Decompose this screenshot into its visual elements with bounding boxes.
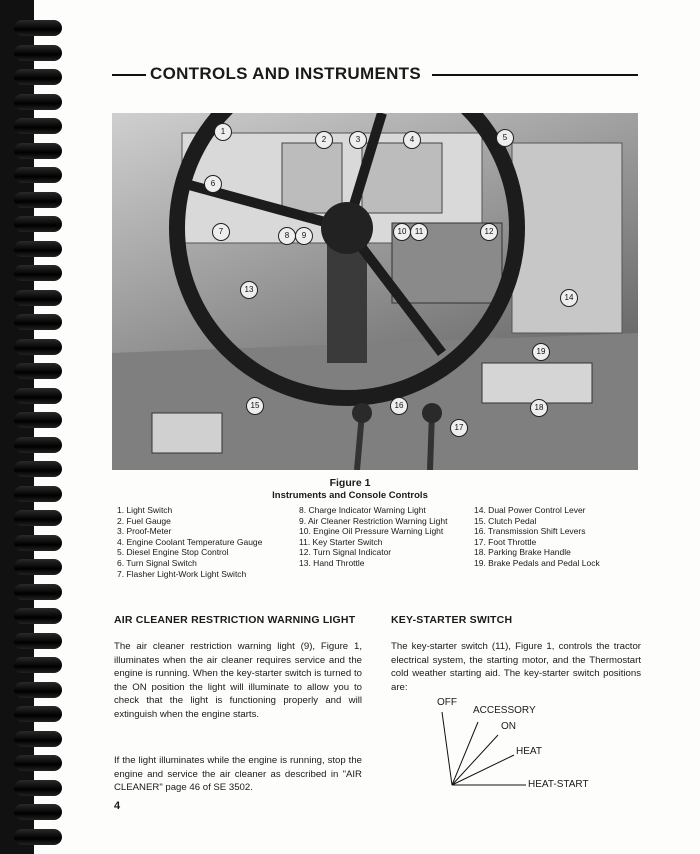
binding-ring	[14, 143, 62, 159]
key-starter-paragraph: The key-starter switch (11), Figure 1, controls the tractor electrical system, the starting motor, and the Thermostart cold weather starting aid. The key-starter switch positions are:	[391, 641, 641, 693]
binding-ring	[14, 314, 62, 330]
legend-column-1	[117, 505, 262, 579]
position-off-label: OFF	[437, 697, 457, 708]
binding-ring	[14, 633, 62, 649]
callout-8: 8	[278, 227, 296, 245]
binding-ring	[14, 437, 62, 453]
binding-ring	[14, 780, 62, 796]
binding-ring	[14, 69, 62, 85]
legend-item: 19. Brake Pedals and Pedal Lock	[474, 557, 600, 568]
legend-item: 17. Foot Throttle	[474, 536, 537, 547]
binding-ring	[14, 731, 62, 747]
callout-7: 7	[212, 223, 230, 241]
air-cleaner-paragraph-1: The air cleaner restriction warning light (9), Figure 1, illuminates when the air cleaner requires service and the engine is running. When the key-starter switch is turned to the ON position the light will illuminate to allow you to check that the light is functioning properly and will extinguish when the engine starts.	[114, 641, 362, 720]
legend-item: 14. Dual Power Control Lever	[474, 505, 586, 515]
legend-item: 18. Parking Brake Handle	[474, 547, 571, 558]
legend-item: 7. Flasher Light-Work Light Switch	[117, 568, 247, 579]
binding-ring	[14, 20, 62, 36]
binding-ring	[14, 706, 62, 722]
callout-19: 19	[532, 343, 550, 361]
binding-ring	[14, 45, 62, 61]
binding-ring	[14, 241, 62, 257]
callout-4: 4	[403, 131, 421, 149]
binding-ring	[14, 535, 62, 551]
legend-item: 13. Hand Throttle	[299, 557, 365, 568]
binding-ring	[14, 388, 62, 404]
legend-column-3	[474, 505, 600, 569]
callout-16: 16	[390, 397, 408, 415]
position-heat-start-label: HEAT-START	[528, 779, 589, 790]
binding-ring	[14, 118, 62, 134]
binding-ring	[14, 510, 62, 526]
legend-item: 10. Engine Oil Pressure Warning Light	[299, 526, 444, 537]
binding-ring	[14, 192, 62, 208]
binding-ring	[14, 290, 62, 306]
binding-ring	[14, 412, 62, 428]
callout-6: 6	[204, 175, 222, 193]
callout-15: 15	[246, 397, 264, 415]
legend-item: 2. Fuel Gauge	[117, 515, 171, 526]
binding-ring	[14, 339, 62, 355]
binding-ring	[14, 363, 62, 379]
air-cleaner-title: AIR CLEANER RESTRICTION WARNING LIGHT	[114, 614, 356, 626]
legend-item: 16. Transmission Shift Levers	[474, 526, 586, 537]
callout-2: 2	[315, 131, 333, 149]
position-heat-label: HEAT	[516, 746, 542, 757]
callout-12: 12	[480, 223, 498, 241]
binding-ring	[14, 265, 62, 281]
callout-11: 11	[410, 223, 428, 241]
binding-ring	[14, 94, 62, 110]
callout-10: 10	[393, 223, 411, 241]
key-starter-title: KEY-STARTER SWITCH	[391, 614, 513, 626]
air-cleaner-paragraph-2: If the light illuminates while the engine is running, stop the engine and service the air cleaner as described in "AIR CLEANER" page 46 of SE 3502.	[114, 755, 362, 794]
legend-item: 4. Engine Coolant Temperature Gauge	[117, 536, 263, 547]
binding-ring	[14, 559, 62, 575]
binding-ring	[14, 755, 62, 771]
legend-item: 8. Charge Indicator Warning Light	[299, 505, 426, 515]
legend-item: 1. Light Switch	[117, 505, 173, 515]
legend-item: 11. Key Starter Switch	[299, 536, 383, 547]
callout-14: 14	[560, 289, 578, 307]
figure-title: Figure 1	[329, 477, 371, 489]
binding-ring	[14, 657, 62, 673]
legend-item: 9. Air Cleaner Restriction Warning Light	[299, 515, 448, 526]
binding-ring	[14, 167, 62, 183]
callout-13: 13	[240, 281, 258, 299]
heading-rule-right	[432, 74, 638, 76]
legend-column-2	[299, 505, 448, 569]
position-on-label: ON	[501, 721, 516, 732]
legend-item: 3. Proof-Meter	[117, 526, 172, 537]
page-number: 4	[114, 800, 121, 812]
binding-ring	[14, 216, 62, 232]
legend-item: 12. Turn Signal Indicator	[299, 547, 392, 558]
page-heading: CONTROLS AND INSTRUMENTS	[146, 64, 425, 84]
callout-18: 18	[530, 399, 548, 417]
binding-ring	[14, 608, 62, 624]
callout-17: 17	[450, 419, 468, 437]
binding-ring	[14, 682, 62, 698]
binding-ring	[14, 804, 62, 820]
callout-5: 5	[496, 129, 514, 147]
legend-item: 15. Clutch Pedal	[474, 515, 537, 526]
binding-ring	[14, 461, 62, 477]
binding-ring	[14, 584, 62, 600]
callout-1: 1	[214, 123, 232, 141]
cab-illustration	[112, 113, 638, 470]
legend-item: 6. Turn Signal Switch	[117, 557, 197, 568]
figure-subtitle: Instruments and Console Controls	[272, 490, 428, 501]
cab-photo	[112, 113, 638, 470]
position-accessory-label: ACCESSORY	[473, 705, 536, 716]
legend-item: 5. Diesel Engine Stop Control	[117, 547, 229, 558]
callout-9: 9	[295, 227, 313, 245]
callout-3: 3	[349, 131, 367, 149]
binding-ring	[14, 829, 62, 845]
